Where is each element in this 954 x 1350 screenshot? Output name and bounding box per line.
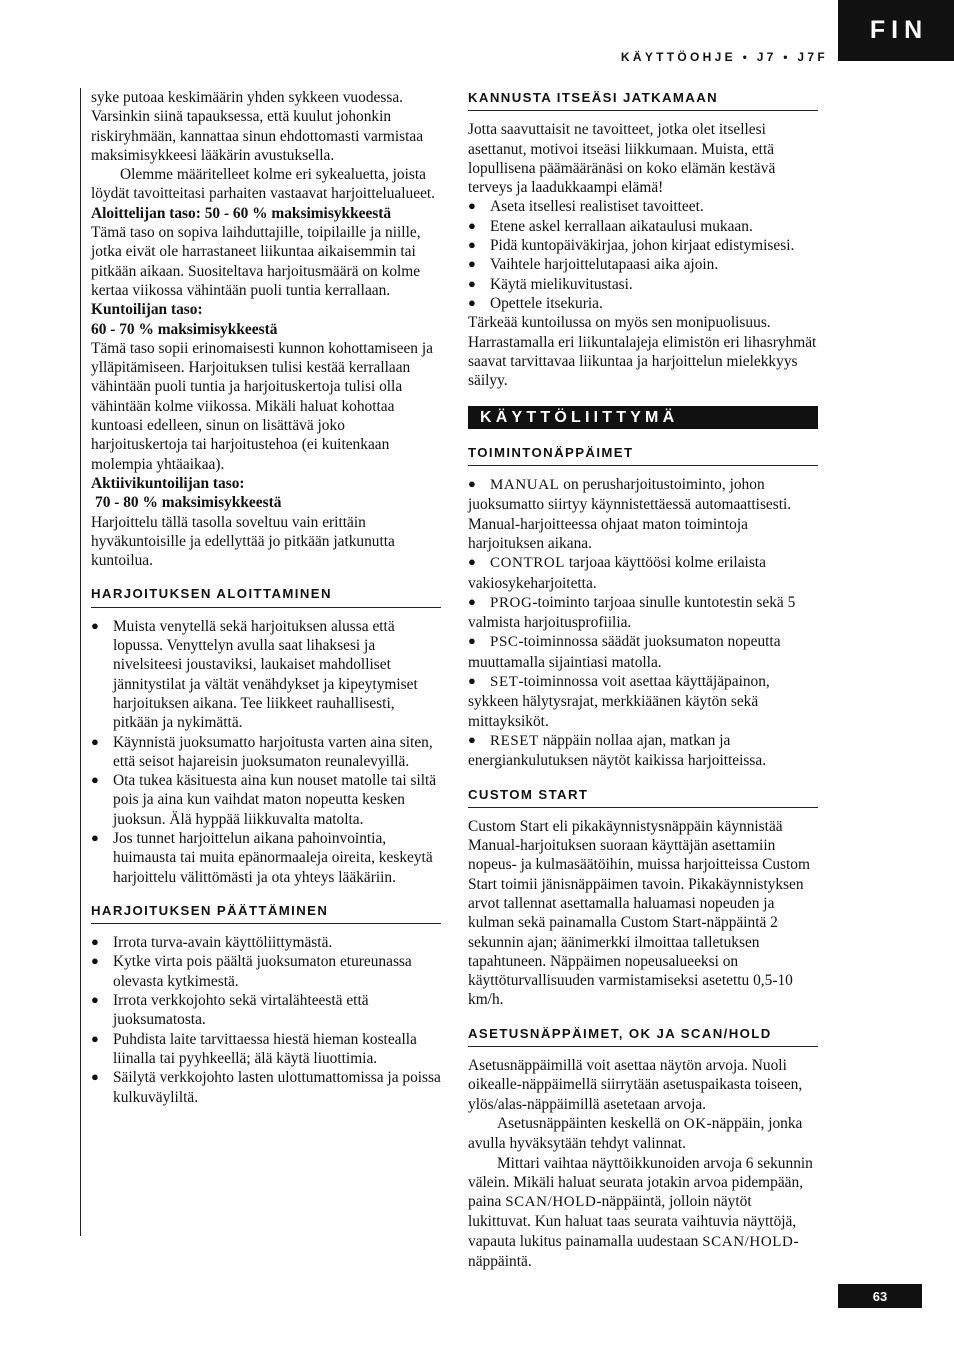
paragraph: Tärkeää kuntoilussa on myös sen monipuolisuus. Harrastamalla eri liikuntalajeja elimistön eri lihasryhmät saavat tarvittavaa liikuntaa ja harjoittelun mielekkyys säilyy.: [468, 314, 817, 390]
section-heading-motivate: KANNUSTA ITSEÄSI JATKAMAAN: [468, 88, 818, 111]
paragraph: Mittari vaihtaa näyttöikkunoiden arvoja 6 sekunnin välein. Mikäli haluat seurata jotakin arvoa pidempään, paina SCAN/HOLD-näppäintä, jolloin näytöt lukittuvat. Kun haluat taas seurata vaihtuvia näyttöjä, vapauta lukitus painamalla uudestaan SCAN/HOLD-näppäintä.: [468, 1154, 813, 1271]
key-item-psc: ● PSC-toiminnossa säädät juoksumaton nopeutta muuttamalla sijaintiasi matolla.: [468, 633, 781, 671]
section-heading-end: HARJOITUKSEN PÄÄTTÄMINEN: [91, 901, 441, 924]
level-active-text: Harjoittelu tällä tasolla soveltuu vain erittäin hyväkuntoisille ja edellyttää jo pitkään jatkunutta kuntoilua.: [91, 513, 395, 570]
chapter-heading-interface: KÄYTTÖLIITTYMÄ: [468, 406, 818, 428]
level-active-title: Aktiivikuntoilijan taso:: [91, 474, 245, 492]
bullet-item: ● Jos tunnet harjoittelun aikana pahoinvointia, huimausta tai muita epänormaaleja oireita, keskeytä harjoittelu välittömästi ja ota yhteys lääkäriin.: [91, 829, 441, 887]
bullet-item: ● Muista venytellä sekä harjoituksen alussa että lopussa. Venyttelyn avulla saat lihaksesi ja nivelsiteesi joustaviksi, laukaiset mahdolliset jännitystilat ja vältät venähdykset ja kipeytymiset harjoituksen aikana. Tee liikkeet rauhallisesti, pitkään ja nykimättä.: [91, 617, 441, 733]
bullet-item: ● Ota tukea käsituesta aina kun nouset matolle tai siltä pois ja aina kun vaihdat maton nopeutta kesken juoksun. Älä hyppää liikkuvalta matolta.: [91, 771, 441, 829]
paragraph: Asetusnäppäinten keskellä on OK-näppäin, jonka avulla hyväksytään tehdyt valinnat.: [468, 1114, 803, 1153]
key-item-reset: ● RESET näppäin nollaa ajan, matkan ja energiankulutuksen näytöt kaikissa harjoitteissa.: [468, 731, 767, 770]
key-item-manual: ● MANUAL on perusharjoitustoiminto, johon juoksumatto siirtyy käynnistettäessä automaattisesti. Manual-harjoitteessa ohjaat maton toimintoja harjoituksen aikana.: [468, 476, 792, 552]
language-tab: FIN: [838, 0, 954, 61]
section-heading-custom-start: CUSTOM START: [468, 785, 818, 808]
bullet-item: ● Vaihtele harjoittelutapaasi aika ajoin.: [468, 255, 818, 274]
paragraph: syke putoaa keskimäärin yhden sykkeen vuodessa. Varsinkin siinä tapauksessa, että kuulut johonkin riskiryhmään, kannattaa sinun ehdottomasti varmistaa maksimisykkeesi lääkärin avustuksella.: [91, 89, 424, 164]
bullet-item: ● Käynnistä juoksumatto harjoitusta varten aina siten, että seisot hajareisin juoksumaton reunalevyillä.: [91, 733, 441, 772]
key-description: -toiminnossa voit asettaa käyttäjäpainon, sykkeen hälytysrajat, merkkiäänen käytön sekä mittayksiköt.: [468, 673, 770, 730]
key-description: näppäin nollaa ajan, matkan ja energiankulutuksen näytöt kaikissa harjoitteissa.: [468, 731, 767, 770]
key-item-prog: ● PROG-toiminto tarjoaa sinulle kuntotestin sekä 5 valmista harjoitusprofiilia.: [468, 593, 796, 632]
section-heading-start: HARJOITUKSEN ALOITTAMINEN: [91, 584, 441, 607]
key-name: SET: [490, 674, 519, 691]
key-description: tarjoaa käyttöösi kolme erilaista vakiosykeharjoitetta.: [468, 554, 766, 592]
bullet-item: ● Etene askel kerrallaan aikataulusi mukaan.: [468, 217, 818, 236]
key-item-set: ● SET-toiminnossa voit asettaa käyttäjäpainon, sykkeen hälytysrajat, merkkiäänen käytön sekä mittayksiköt.: [468, 673, 770, 730]
bullet-item: ● Irrota turva-avain käyttöliittymästä.: [91, 933, 441, 952]
column-divider: [80, 88, 81, 1236]
key-description: on perusharjoitustoiminto, johon juoksumatto siirtyy käynnistettäessä automaattisesti. Manual-harjoitteessa ohjaat maton toimintoja harjoituksen aikana.: [468, 476, 792, 552]
key-item-control: ● CONTROL tarjoaa käyttöösi kolme erilaista vakiosykeharjoitetta.: [468, 554, 766, 592]
bullet-item: ● Puhdista laite tarvittaessa hiestä hieman kostealla liinalla tai pyyhkeellä; älä käytä liuottimia.: [91, 1030, 441, 1069]
right-column: [468, 88, 818, 1271]
key-name: PSC: [490, 634, 519, 651]
level-fitness-title: Kuntoilijan taso:: [91, 301, 203, 319]
key-name: RESET: [490, 732, 539, 749]
page-number: 63: [838, 1284, 922, 1308]
bullet-item: ● Aseta itsellesi realistiset tavoitteet.: [468, 197, 818, 216]
section-heading-set-keys: ASETUSNÄPPÄIMET, OK JA SCAN/HOLD: [468, 1024, 818, 1047]
key-description: -toiminnossa säädät juoksumaton nopeutta muuttamalla sijaintiasi matolla.: [468, 633, 781, 671]
paragraph: Jotta saavuttaisit ne tavoitteet, jotka olet itsellesi asettanut, motivoi itseäsi liikkumaan. Muista, että lopullisena päämääränäsi on koko elämän kestävä terveys ja laadukkaampi elämä!: [468, 121, 776, 197]
key-description: -toiminto tarjoaa sinulle kuntotestin sekä 5 valmista harjoitusprofiilia.: [468, 593, 796, 632]
bullet-item: ● Käytä mielikuvitustasi.: [468, 275, 818, 294]
level-beginner-title: Aloittelijan taso: 50 - 60 % maksimisykkeestä: [91, 204, 392, 222]
level-fitness-range: 60 - 70 % maksimisykkeestä: [91, 320, 278, 338]
bullet-item: ● Säilytä verkkojohto lasten ulottumattomissa ja poissa kulkuväyliltä.: [91, 1068, 441, 1107]
key-name: MANUAL: [490, 477, 560, 494]
level-beginner-text: Tämä taso on sopiva laihduttajille, toipilaille ja niille, jotka eivät ole harrastaneet liikuntaa aikaisemmin tai pitkään aikaan. Suositeltava harjoitusmäärä on kolme kertaa viikossa vähintään puoli tuntia kerrallaan.: [91, 224, 421, 299]
level-active-range: 70 - 80 % maksimisykkeestä: [95, 494, 282, 512]
key-name: CONTROL: [490, 555, 566, 572]
bullet-item: ● Pidä kuntopäiväkirjaa, johon kirjaat edistymisesi.: [468, 236, 818, 255]
paragraph: Olemme määritelleet kolme eri sykealuetta, joista löydät tavoitteitasi parhaiten vastaavat harjoittelualueet.: [91, 166, 436, 203]
left-column: [91, 88, 441, 1107]
running-head: KÄYTTÖOHJE • J7 • J7F: [620, 50, 828, 64]
level-fitness-text: Tämä taso sopii erinomaisesti kunnon kohottamiseen ja ylläpitämiseen. Harjoituksen tulisi kestää kerrallaan vähintään puoli tuntia ja harjoituskertoja tulisi olla vähintään kolme viikossa. Mikäli haluat kohottaa kuntoasi edelleen, sinun on lisättävä joko harjoituskertoja tai harjoitustehoa (ei kuitenkaan molempia yhtäaikaa).: [91, 339, 433, 473]
bullet-item: ● Irrota verkkojohto sekä virtalähteestä että juoksumatosta.: [91, 991, 441, 1030]
bullet-item: ● Kytke virta pois päältä juoksumaton etureunassa olevasta kytkimestä.: [91, 952, 441, 991]
key-name: PROG: [490, 594, 533, 611]
paragraph: Custom Start eli pikakäynnistysnäppäin käynnistää Manual-harjoituksen suoraan käyttäjän asettamiin nopeus- ja kulmasäätöihin, muissa harjoitteissa Custom Start toimii jänisnäppäimen tavoin. Pikakäynnistyksen arvot tallennat asettamalla haluamasi nopeuden ja kulman sekä painamalla Custom Start-näppäintä 2 sekunnin ajan; äänimerkki ilmoittaa talletuksen tapahtuneen. Näppäimen nopeusalueeksi on käyttöturvallisuuden varmistamiseksi asetettu 0,5-10 km/h.: [468, 817, 810, 1009]
section-heading-keys: TOIMINTONÄPPÄIMET: [468, 443, 818, 466]
paragraph: Asetusnäppäimillä voit asettaa näytön arvoja. Nuoli oikealle-näppäimellä siirrytään asetuspaikasta toiseen, ylös/alas-näppäimillä asetetaan arvoja.: [468, 1057, 803, 1113]
bullet-item: ● Opettele itsekuria.: [468, 294, 818, 313]
